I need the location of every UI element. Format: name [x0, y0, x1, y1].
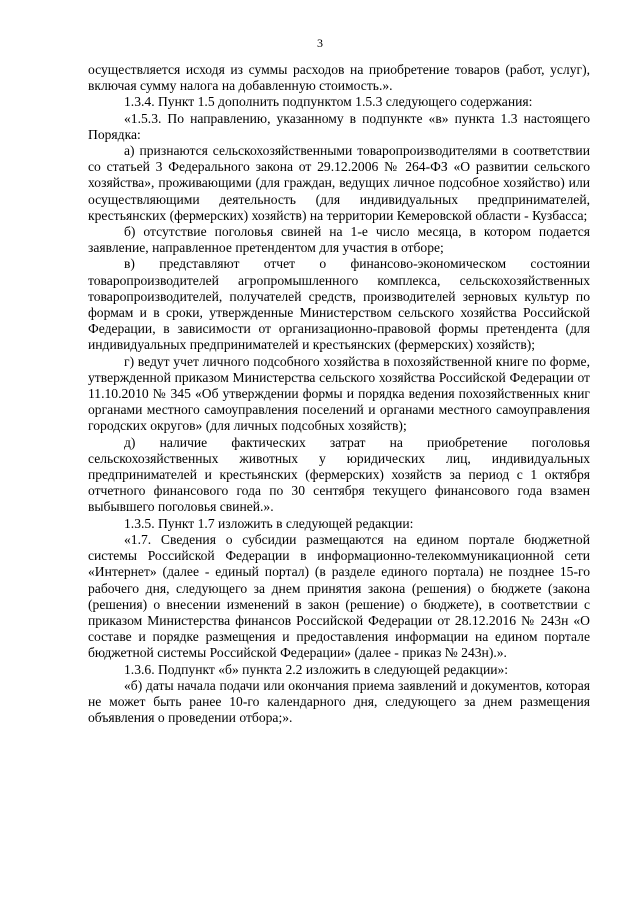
paragraph: в) представляют отчет о финансово-экономическом состоянии товаропроизводителей агропромышленного комплекса, сельскохозяйственных товаропроизводителей, получателей средств, производителей зерновых культур по формам и в сроки, утвержденные Министерством сельского хозяйства Российской Федерации, в зависимости от организационно-правовой формы претендента (для индивидуальных предпринимателей и крестьянских (фермерских) хозяйств); — [88, 256, 590, 353]
paragraph: осуществляется исходя из суммы расходов на приобретение товаров (работ, услуг), включая сумму налога на добавленную стоимость.». — [88, 62, 590, 94]
paragraph: 1.3.5. Пункт 1.7 изложить в следующей редакции: — [124, 515, 414, 531]
paragraph: «1.5.3. По направлению, указанному в подпункте «в» пункта 1.3 настоящего Порядка: — [88, 110, 590, 142]
paragraph: 1.3.6. Подпункт «б» пункта 2.2 изложить в следующей редакции»: — [124, 661, 509, 677]
paragraph: а) признаются сельскохозяйственными товаропроизводителями в соответствии со статьей 3 Федерального закона от 29.12.2006 № 264-ФЗ «О развитии сельского хозяйства», проживающими (для граждан, ведущих личное подсобное хозяйство) или осуществляющими деятельность (для индивидуальных предпринимателей, крестьянских (фермерских) хозяйств) на территории Кемеровской области - Кузбасса; — [88, 143, 590, 223]
paragraph: 1.3.4. Пункт 1.5 дополнить подпунктом 1.5.3 следующего содержания: — [124, 94, 533, 110]
paragraph: б) отсутствие поголовья свиней на 1-е число месяца, в котором подается заявление, направленное претендентом для участия в отборе; — [88, 224, 590, 256]
paragraph: «1.7. Сведения о субсидии размещаются на едином портале бюджетной системы Российской Федерации в информационно-телекоммуникационной сети «Интернет» (далее - единый портал) (в разделе единого портала) не позднее 15-го рабочего дня, следующего за днем принятия закона (решения) о бюджете (закона (решения) о внесении изменений в закон (решение) о бюджете), в соответствии с приказом Министерства финансов Российской Федерации от 28.12.2016 № 243н «О составе и порядке размещения и предоставления информации на едином портале бюджетной системы Российской Федерации» (далее - приказ № 243н).». — [88, 531, 590, 661]
document-body — [88, 62, 590, 726]
paragraph: д) наличие фактических затрат на приобретение поголовья сельскохозяйственных животных у юридических лиц, индивидуальных предпринимателей и крестьянских (фермерских) хозяйств за период с 1 октября отчетного финансового года по 30 сентября текущего финансового года взамен выбывшего поголовья свиней.». — [88, 434, 590, 515]
page-number: 3 — [317, 36, 323, 50]
paragraph: «б) даты начала подачи или окончания приема заявлений и документов, которая не может быть ранее 10-го календарного дня, следующего за днем размещения объявления о проведении отбора;». — [88, 677, 590, 726]
paragraph: г) ведут учет личного подсобного хозяйства в похозяйственной книге по форме, утвержденной приказом Министерства сельского хозяйства Российской Федерации от 11.10.2010 № 345 «Об утверждении формы и порядка ведения похозяйственных книг органами местного самоуправления поселений и органами местного самоуправления городских округов» (для личных подсобных хозяйств); — [88, 353, 590, 434]
